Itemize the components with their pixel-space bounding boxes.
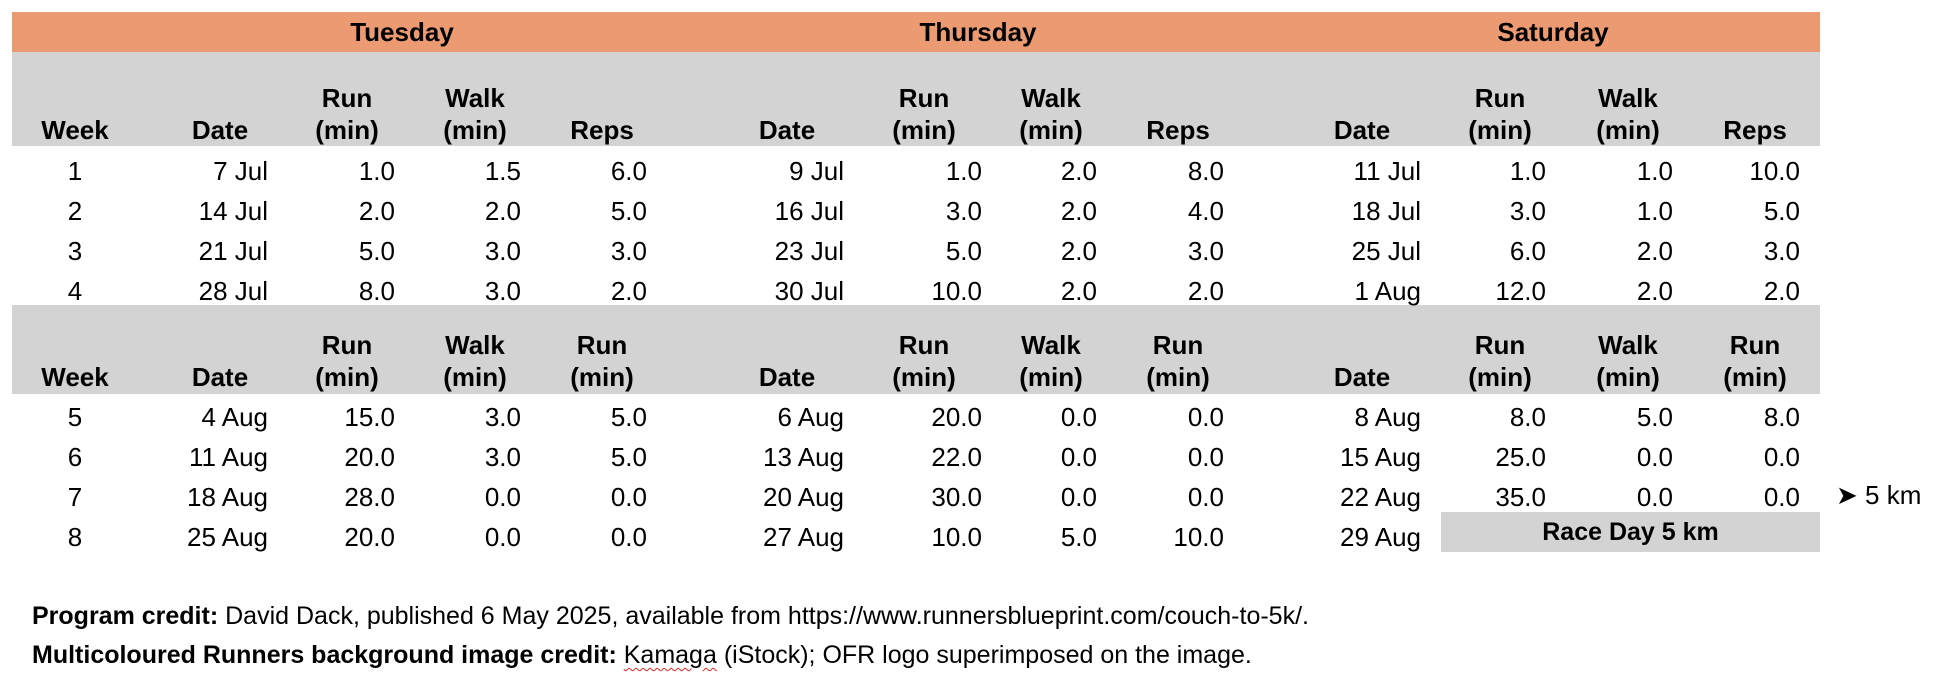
value-cell: 5.0 <box>358 236 395 266</box>
value-cell: 8.0 <box>358 276 395 306</box>
week-number: 3 <box>67 236 83 266</box>
date-cell: 18 Aug <box>187 482 268 512</box>
value-cell: 0.0 <box>1763 482 1800 512</box>
date-cell: 13 Aug <box>763 442 844 472</box>
value-cell: 1.0 <box>1509 156 1546 186</box>
column-header: Walk (min) <box>443 83 507 145</box>
value-cell: 5.0 <box>1060 522 1097 552</box>
column-header: Run (min) <box>315 83 379 145</box>
value-cell: 0.0 <box>1187 402 1224 432</box>
column-header: Date <box>1333 362 1391 392</box>
date-cell: 15 Aug <box>1340 442 1421 472</box>
column-header: Run (min) <box>1468 83 1532 145</box>
value-cell: 1.0 <box>945 156 982 186</box>
date-cell: 11 Aug <box>188 442 268 472</box>
value-cell: 2.0 <box>1763 276 1800 306</box>
value-cell: 15.0 <box>344 402 395 432</box>
column-header-week: Week <box>41 115 109 145</box>
column-header: Reps <box>1146 115 1210 145</box>
day-title-saturday: Saturday <box>1497 17 1609 47</box>
value-cell: 0.0 <box>1187 482 1224 512</box>
date-cell: 1 Aug <box>1354 276 1421 306</box>
week-number: 7 <box>67 482 83 512</box>
spellcheck-flagged-word: Kamaga <box>623 641 717 669</box>
value-cell: 2.0 <box>358 196 395 226</box>
week-number: 2 <box>67 196 83 226</box>
value-cell: 20.0 <box>344 442 395 472</box>
week-number: 6 <box>67 442 83 472</box>
column-header: Run (min) <box>1723 330 1787 392</box>
value-cell: 8.0 <box>1187 156 1224 186</box>
value-cell: 2.0 <box>1060 236 1097 266</box>
image-credit <box>32 641 1252 670</box>
value-cell: 2.0 <box>1636 276 1673 306</box>
value-cell: 6.0 <box>1509 236 1546 266</box>
date-cell: 27 Aug <box>763 522 844 552</box>
week-number: 5 <box>67 402 83 432</box>
value-cell: 0.0 <box>1060 482 1097 512</box>
value-cell: 1.5 <box>484 156 521 186</box>
column-header: Run (min) <box>892 330 956 392</box>
value-cell: 0.0 <box>1636 482 1673 512</box>
column-header: Reps <box>1723 115 1787 145</box>
day-title-thursday: Thursday <box>919 17 1037 47</box>
value-cell: 5.0 <box>610 442 647 472</box>
column-header: Date <box>758 362 816 392</box>
value-cell: 2.0 <box>610 276 647 306</box>
date-cell: 21 Jul <box>198 236 268 266</box>
image-credit-label: Multicoloured Runners background image credit: <box>32 641 617 669</box>
value-cell: 5.0 <box>1636 402 1673 432</box>
column-header: Run (min) <box>315 330 379 392</box>
value-cell: 0.0 <box>1187 442 1224 472</box>
date-cell: 8 Aug <box>1354 402 1421 432</box>
distance-note: ➤ 5 km <box>1836 480 1922 510</box>
column-header: Walk (min) <box>1019 83 1083 145</box>
date-cell: 9 Jul <box>789 156 844 186</box>
day-title-tuesday: Tuesday <box>350 17 454 47</box>
value-cell: 1.0 <box>1636 156 1673 186</box>
date-cell: 30 Jul <box>774 276 844 306</box>
value-cell: 3.0 <box>1187 236 1224 266</box>
image-credit-text: (iStock); OFR logo superimposed on the image. <box>716 641 1252 669</box>
value-cell: 2.0 <box>1187 276 1224 306</box>
value-cell: 25.0 <box>1495 442 1546 472</box>
value-cell: 0.0 <box>484 482 521 512</box>
column-header: Run (min) <box>892 83 956 145</box>
value-cell: 20.0 <box>344 522 395 552</box>
column-header: Date <box>191 115 249 145</box>
value-cell: 5.0 <box>1763 196 1800 226</box>
column-header: Date <box>758 115 816 145</box>
value-cell: 4.0 <box>1187 196 1224 226</box>
value-cell: 0.0 <box>610 522 647 552</box>
value-cell: 0.0 <box>1763 442 1800 472</box>
date-cell: 25 Jul <box>1351 236 1421 266</box>
value-cell: 3.0 <box>484 236 521 266</box>
value-cell: 0.0 <box>1060 402 1097 432</box>
date-cell: 18 Jul <box>1351 196 1421 226</box>
date-cell: 14 Jul <box>198 196 268 226</box>
date-cell: 7 Jul <box>213 156 268 186</box>
program-credit-label: Program credit: <box>32 602 219 630</box>
value-cell: 2.0 <box>1636 236 1673 266</box>
column-header: Walk (min) <box>1019 330 1083 392</box>
value-cell: 2.0 <box>1060 196 1097 226</box>
column-header: Date <box>1333 115 1391 145</box>
date-cell: 6 Aug <box>777 402 844 432</box>
value-cell: 2.0 <box>484 196 521 226</box>
value-cell: 3.0 <box>1509 196 1546 226</box>
value-cell: 10.0 <box>1173 522 1224 552</box>
value-cell: 10.0 <box>931 522 982 552</box>
value-cell: 0.0 <box>1636 442 1673 472</box>
date-cell: 28 Jul <box>198 276 268 306</box>
column-header: Date <box>191 362 249 392</box>
value-cell: 28.0 <box>344 482 395 512</box>
value-cell: 5.0 <box>610 402 647 432</box>
value-cell: 22.0 <box>931 442 982 472</box>
date-cell: 25 Aug <box>187 522 268 552</box>
week-number: 4 <box>67 276 83 306</box>
value-cell: 30.0 <box>931 482 982 512</box>
column-header: Walk (min) <box>1596 83 1660 145</box>
program-credit <box>32 602 1309 631</box>
column-header-week: Week <box>41 362 109 392</box>
value-cell: 35.0 <box>1495 482 1546 512</box>
value-cell: 0.0 <box>1060 442 1097 472</box>
date-cell: 20 Aug <box>763 482 844 512</box>
column-header: Reps <box>570 115 634 145</box>
value-cell: 10.0 <box>931 276 982 306</box>
value-cell: 3.0 <box>484 276 521 306</box>
date-cell: 4 Aug <box>201 402 268 432</box>
date-cell: 22 Aug <box>1340 482 1421 512</box>
date-cell: 11 Jul <box>1353 156 1421 186</box>
value-cell: 8.0 <box>1763 402 1800 432</box>
column-header: Run (min) <box>1468 330 1532 392</box>
race-day-label: Race Day 5 km <box>1542 517 1719 546</box>
value-cell: 1.0 <box>1636 196 1673 226</box>
week-number: 8 <box>67 522 83 552</box>
value-cell: 3.0 <box>945 196 982 226</box>
date-cell: 29 Aug <box>1340 522 1421 552</box>
date-cell: 16 Jul <box>774 196 844 226</box>
value-cell: 20.0 <box>931 402 982 432</box>
race-day-cell <box>1441 512 1820 552</box>
value-cell: 3.0 <box>484 442 521 472</box>
date-cell: 23 Jul <box>774 236 844 266</box>
value-cell: 2.0 <box>1060 276 1097 306</box>
value-cell: 5.0 <box>945 236 982 266</box>
value-cell: 3.0 <box>610 236 647 266</box>
value-cell: 0.0 <box>610 482 647 512</box>
column-header: Walk (min) <box>1596 330 1660 392</box>
column-header: Run (min) <box>1146 330 1210 392</box>
program-credit-text: David Dack, published 6 May 2025, available from https://www.runnersblueprint.com/couch-to-5k/. <box>218 602 1309 630</box>
value-cell: 3.0 <box>484 402 521 432</box>
value-cell: 12.0 <box>1495 276 1546 306</box>
value-cell: 0.0 <box>484 522 521 552</box>
value-cell: 5.0 <box>610 196 647 226</box>
value-cell: 8.0 <box>1509 402 1546 432</box>
value-cell: 6.0 <box>610 156 647 186</box>
value-cell: 1.0 <box>358 156 395 186</box>
column-header: Run (min) <box>570 330 634 392</box>
value-cell: 3.0 <box>1763 236 1800 266</box>
column-header: Walk (min) <box>443 330 507 392</box>
value-cell: 2.0 <box>1060 156 1097 186</box>
week-number: 1 <box>67 156 83 186</box>
value-cell: 10.0 <box>1749 156 1800 186</box>
